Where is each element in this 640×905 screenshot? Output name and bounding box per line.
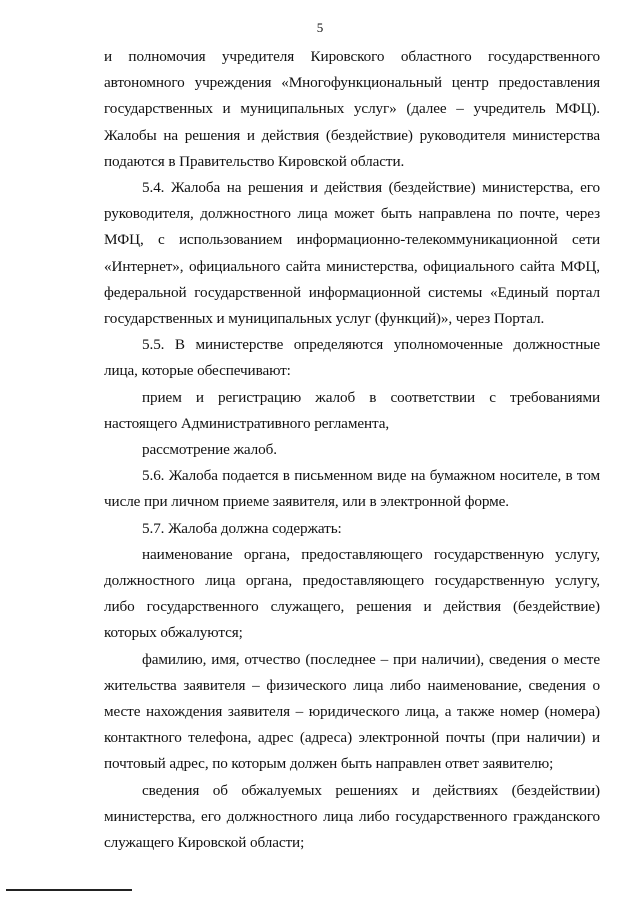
paragraph-appealed-decisions: сведения об обжалуемых решениях и действиях (бездействии) министерства, его должностного лица либо государственного гражданского служащего Кировской области; <box>104 781 600 852</box>
paragraph-5-5: 5.5. В министерстве определяются уполномоченные должностные лица, которые обеспечивают: <box>104 336 600 380</box>
paragraph-5-4: 5.4. Жалоба на решения и действия (бездействие) министерства, его руководителя, должностного лица может быть направлена по почте, через МФЦ, с использованием информационно-телекоммуникационной сети «Интернет», официального сайта министерства, официального сайта МФЦ, федеральной государственной информационной системы «Единый портал государственных и муниципальных услуг (функций)», через Портал. <box>104 179 600 328</box>
paragraph-continuation: и полномочия учредителя Кировского областного государственного автономного учреждения «Многофункциональный центр предоставления государственных и муниципальных услуг» (далее – учредитель МФЦ). Жалобы на решения и действия (бездействие) руководителя министерства подаются в Правительство Кировской области. <box>104 48 600 170</box>
document-body <box>104 44 600 856</box>
footer-rule <box>6 889 132 891</box>
paragraph-5-7: 5.7. Жалоба должна содержать: <box>142 519 342 537</box>
page-number: 5 <box>316 20 324 35</box>
paragraph-5-6: 5.6. Жалоба подается в письменном виде на бумажном носителе, в том числе при личном приеме заявителя, или в электронной форме. <box>104 467 600 511</box>
paragraph-reception: прием и регистрацию жалоб в соответствии с требованиями настоящего Административного регламента, <box>104 388 600 432</box>
paragraph-review: рассмотрение жалоб. <box>142 441 277 459</box>
paragraph-authority-name: наименование органа, предоставляющего государственную услугу, должностного лица органа, предоставляющего государственную услугу, либо государственного служащего, решения и действия (бездействие) которых обжалуются; <box>104 545 600 642</box>
paragraph-applicant-details: фамилию, имя, отчество (последнее – при наличии), сведения о месте жительства заявителя – физического лица либо наименование, сведения о месте нахождения заявителя – юридического лица, а также номер (номера) контактного телефона, адрес (адреса) электронной почты (при наличии) и почтовый адрес, по которым должен быть направлен ответ заявителю; <box>104 650 600 773</box>
